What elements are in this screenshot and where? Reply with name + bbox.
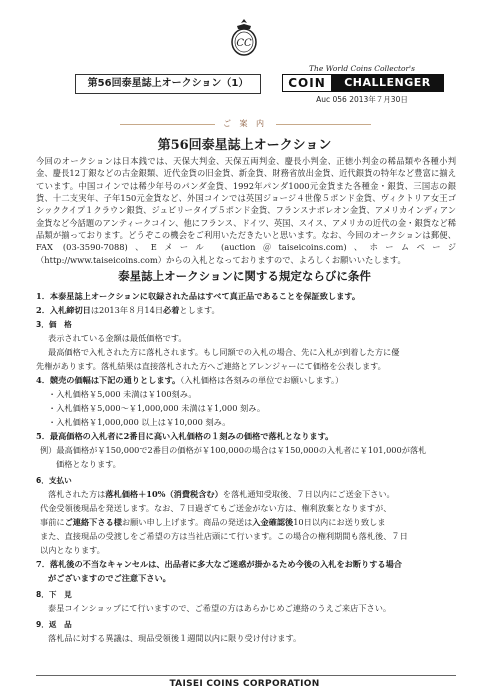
rule-6-heading: 6．支払い bbox=[36, 476, 72, 485]
rule-3-line-2: 最高価格で入札された方に落札されます。もし同額での入札の場合、先に入札が到着した方に優 bbox=[48, 347, 400, 357]
rule-9-heading: 9．返 品 bbox=[36, 620, 72, 629]
guide-divider-right bbox=[276, 124, 371, 125]
rule-8-heading: 8．下 見 bbox=[36, 590, 72, 599]
brand-coin-text: COIN bbox=[283, 75, 332, 91]
rule-5: 5．最高価格の入札者に2番目に高い入札価格の１刻みの価格で落札となります。 bbox=[36, 431, 334, 441]
footer-company-name: TAISEI COINS CORPORATION bbox=[169, 679, 320, 689]
rule-3-heading: 3．価 格 bbox=[36, 320, 72, 329]
page-title: 第56回泰星誌上オークション bbox=[157, 138, 332, 153]
rules-heading: 泰星誌上オークションに関する規定ならびに条件 bbox=[118, 269, 371, 283]
rule-5-example-2: 価格となります。 bbox=[56, 459, 121, 469]
rule-4-tier-3: ・入札価格￥1,000,000 以上は￥10,000 刻み。 bbox=[48, 417, 231, 427]
rule-2: 2．入札締切日は2013年８月14日必着とします。 bbox=[36, 305, 220, 315]
rule-1: 1．本泰星誌上オークションに収録された品はすべて真正品であることを保証致します。 bbox=[36, 291, 361, 301]
rule-3-line-3: 先権があります。落札結果は直接落札された方へご連絡とアレンジャーにて価格を公表します。 bbox=[36, 361, 386, 371]
company-crest-logo bbox=[228, 18, 260, 58]
rule-8-line-1: 泰星コインショップにて行いますので、ご希望の方はあらかじめご連絡のうえご来店下さい。 bbox=[48, 603, 392, 613]
rule-4-tier-1: ・入札価格￥5,000 未満は￥100刻み。 bbox=[48, 389, 197, 399]
rule-6-line-4: また、直接現品の受渡しをご希望の方は当社店頭にて行います。この場合の権利期間も落札後、７日 bbox=[40, 531, 408, 541]
brand-tagline: The World Coins Collector's bbox=[309, 64, 415, 73]
brand-challenger-text: CHALLENGER bbox=[332, 75, 443, 91]
rule-7: 7．落札後の不当なキャンセルは、出品者に多大なご迷惑が掛かるため今後の入札をお断りする場合 bbox=[36, 559, 402, 569]
rule-6-line-5: 以内となります。 bbox=[40, 545, 105, 555]
guide-label: ご 案 内 bbox=[222, 119, 268, 128]
rule-3-line-1: 表示されている金額は最低価格です。 bbox=[48, 333, 187, 343]
coin-challenger-logo bbox=[282, 74, 444, 92]
rule-7-line-2: がございますのでご注意下さい。 bbox=[48, 573, 171, 583]
rule-5-example-1: 例）最高価格が￥150,000で2番目の価格が￥100,000の場合は￥150,000の入札者に￥101,000が落札 bbox=[40, 445, 427, 455]
footer-divider bbox=[36, 675, 456, 676]
guide-divider-left bbox=[120, 124, 215, 125]
intro-paragraph: 今回のオークションは日本銭では、天保大判金、天保五両判金、慶長小判金、正徳小判金の稀品類や各種小判金、慶長12丁銀などの古金銀類、近代金貨の旧金貨、新金貨、財務省放出金貨、近代銀貨の特年など豊富に揃えています。中国コインでは稀少年号のパンダ金貨、1992年パンダ1000元金貨また各種金・銀貨、三国志の銀貨、十二支実年、子年150元金貨など、外国コインでは英国ジョージ４世像５ポンド金貨、ヴィクトリア女王ゴシッククイプ１クラウン銀貨、ジュビリータイプ５ポンド金貨、フランスナポレオン金貨、アメリカインディアン金貨など今話題のアンティークコイン、他にフランス、ドイツ、英国、スイス、アメリカの近代の金・銀貨など稀品類が揃っております。どうぞこの機会をご利用いただきたいと思います。なお、今回のオークションは郵便、FAX (03-3590-7088)、Eメール (auction＠taiseicoins.com)、ホームページ（http://www.taiseicoins.com）からの入札となっておりますので、よろしくお願いいたします。 bbox=[36, 156, 456, 265]
rule-4-tier-2: ・入札価格￥5,000～￥1,000,000 未満は￥1,000 刻み。 bbox=[48, 403, 266, 413]
rule-6-line-3: 事前にご連絡下さる様お願い申し上げます。商品の発送は入金確認後10日以内にお送り致しま bbox=[40, 517, 386, 527]
issue-date: Auc 056 2013年７月30日 bbox=[316, 95, 408, 104]
rule-6-line-2: 代金受領後現品を発送します。なお、７日過ぎてもご送金がない方は、権利放棄となりますが、 bbox=[40, 503, 392, 513]
rule-4: 4．競売の価幅は下記の通りとします。（入札価格は各刻みの単位でお願いします。） bbox=[36, 375, 344, 385]
svg-text:CC: CC bbox=[236, 38, 252, 49]
auction-label-box: 第56回泰星誌上オークション（1） bbox=[75, 74, 261, 94]
rule-9-line-1: 落札品に対する異議は、現品受領後１週間以内に限り受け付けます。 bbox=[48, 633, 302, 643]
rule-6-line-1: 落札された方は落札価格＋10%（消費税含む）を落札通知受取後、７日以内にご送金下さい。 bbox=[48, 489, 395, 499]
